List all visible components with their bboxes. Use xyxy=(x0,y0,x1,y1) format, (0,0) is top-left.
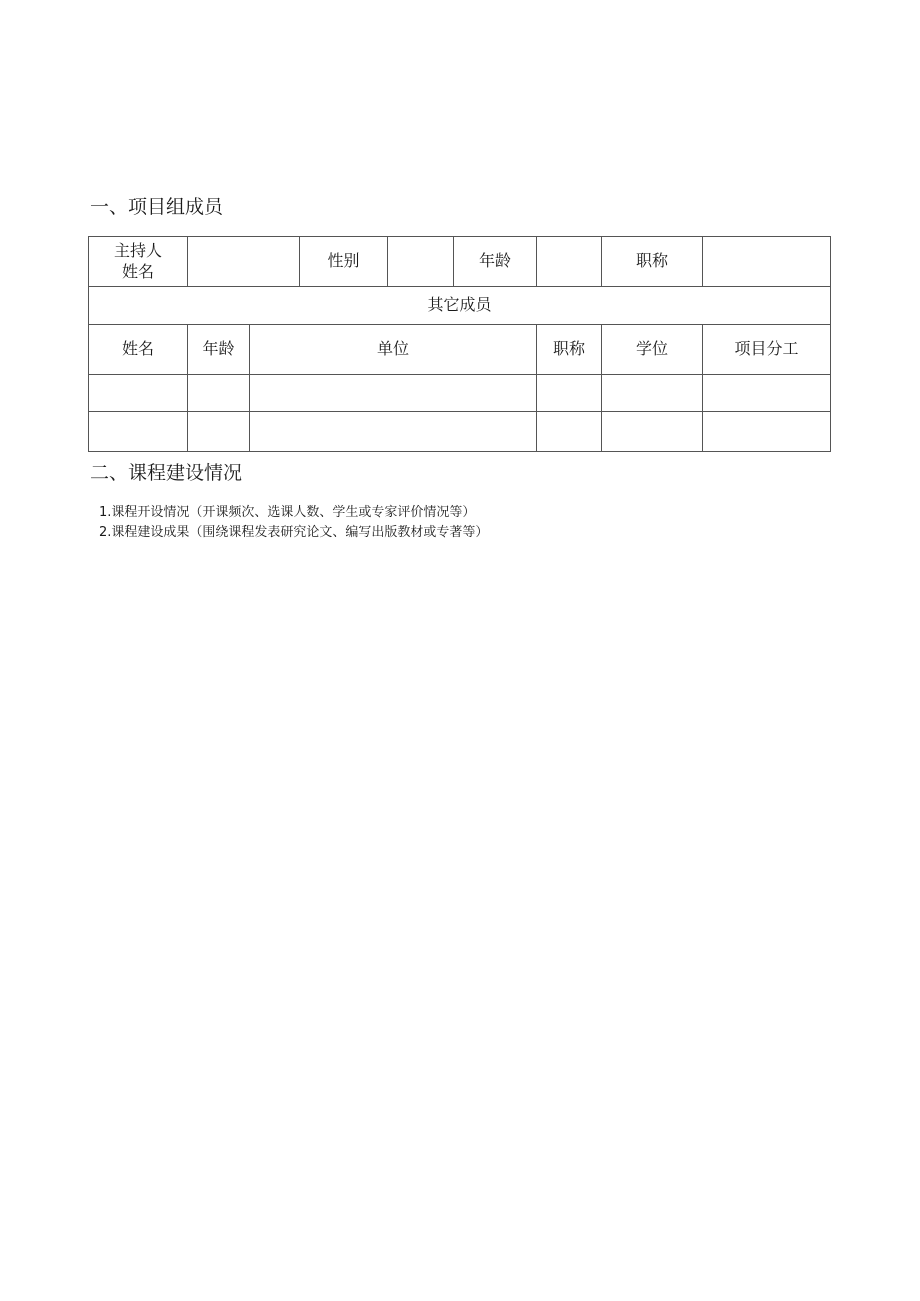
host-label-line2: 姓名 xyxy=(121,261,154,281)
member-role-cell[interactable] xyxy=(703,412,831,452)
members-table xyxy=(88,236,831,452)
host-label-line1: 主持人 xyxy=(113,240,162,260)
host-row xyxy=(89,237,831,287)
member-title-cell[interactable] xyxy=(537,412,602,452)
member-degree-cell[interactable] xyxy=(602,412,703,452)
header-role: 项目分工 xyxy=(703,325,831,375)
title-label: 职称 xyxy=(602,237,703,287)
header-title: 职称 xyxy=(537,325,602,375)
age-label: 年龄 xyxy=(454,237,537,287)
host-name-label xyxy=(89,237,188,287)
member-row xyxy=(89,412,831,452)
member-row xyxy=(89,375,831,412)
others-row xyxy=(89,287,831,325)
course-notes-list xyxy=(99,503,488,543)
header-name: 姓名 xyxy=(89,325,188,375)
note-item: 1.课程开设情况（开课频次、选课人数、学生或专家评价情况等） xyxy=(99,505,476,520)
header-age: 年龄 xyxy=(188,325,250,375)
other-members-label: 其它成员 xyxy=(89,287,831,325)
title-cell[interactable] xyxy=(703,237,831,287)
gender-cell[interactable] xyxy=(388,237,454,287)
member-role-cell[interactable] xyxy=(703,375,831,412)
header-unit: 单位 xyxy=(250,325,537,375)
section-title-members: 一、项目组成员 xyxy=(90,196,224,218)
member-age-cell[interactable] xyxy=(188,412,250,452)
member-degree-cell[interactable] xyxy=(602,375,703,412)
host-name-cell[interactable] xyxy=(188,237,300,287)
member-name-cell[interactable] xyxy=(89,412,188,452)
member-name-cell[interactable] xyxy=(89,375,188,412)
member-title-cell[interactable] xyxy=(537,375,602,412)
member-unit-cell[interactable] xyxy=(250,375,537,412)
gender-label: 性别 xyxy=(300,237,388,287)
member-unit-cell[interactable] xyxy=(250,412,537,452)
age-cell[interactable] xyxy=(537,237,602,287)
note-item: 2.课程建设成果（围绕课程发表研究论文、编写出版教材或专著等） xyxy=(99,525,489,540)
section-title-course: 二、课程建设情况 xyxy=(90,462,243,484)
member-header-row xyxy=(89,325,831,375)
member-age-cell[interactable] xyxy=(188,375,250,412)
header-degree: 学位 xyxy=(602,325,703,375)
